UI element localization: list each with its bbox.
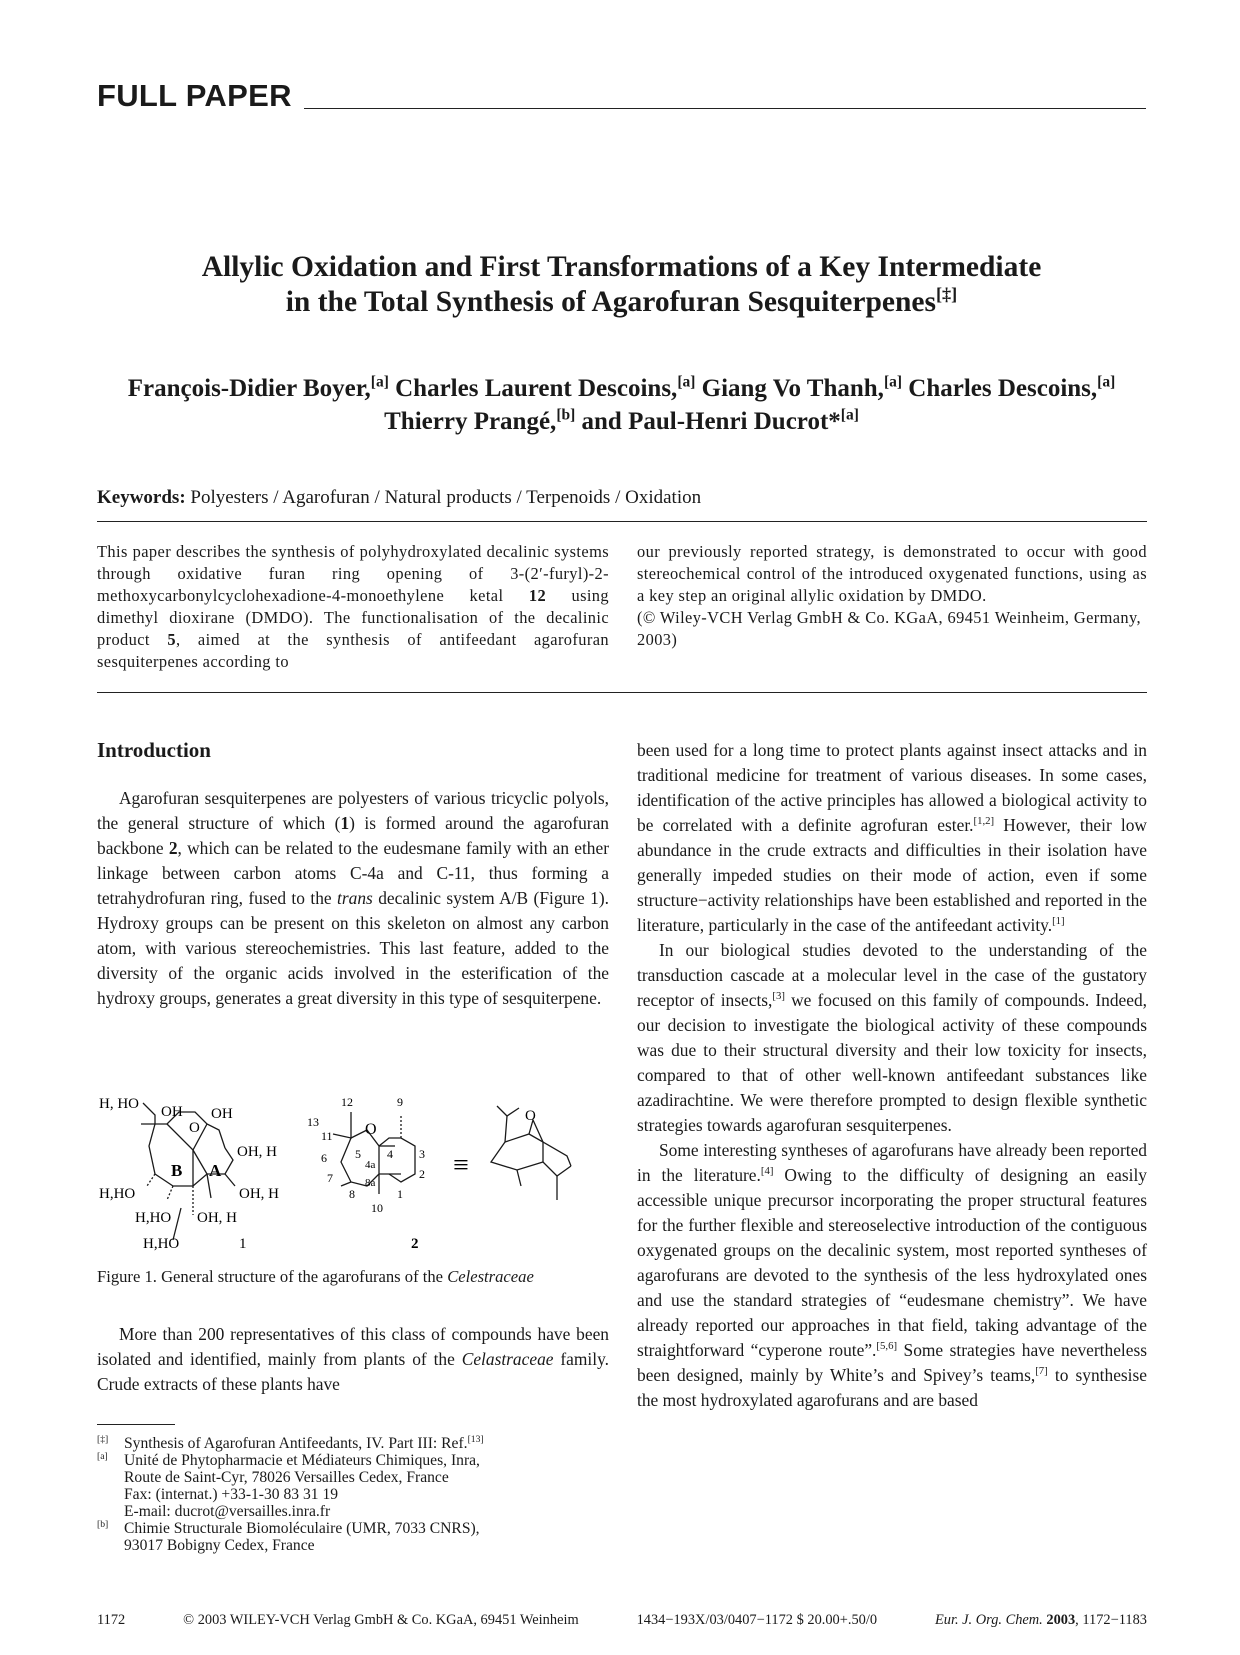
author-name: Thierry Prangé, <box>384 408 557 435</box>
s1-label-hho-bottom-2: H,HO <box>143 1236 180 1252</box>
keywords <box>97 487 701 509</box>
s2-atom-7: 7 <box>327 1171 333 1185</box>
title-line-2: in the Total Synthesis of Agarofuran Sesquiterpenes[‡] <box>285 284 958 318</box>
s1-label-oh-1: OH <box>161 1104 183 1120</box>
author-name: and Paul-Henri Ducrot* <box>581 408 841 435</box>
author-affiliation: [b] <box>556 406 576 424</box>
author-email: E-mail: ducrot@versailles.inra.fr <box>124 1503 331 1520</box>
s1-ring-a: A <box>209 1161 222 1180</box>
footnotes <box>97 1435 597 1554</box>
abstract-top-rule <box>97 521 1147 522</box>
right-paragraph-2: In our biological studies devoted to the understanding of the transduction cascade at a molecular level in the case of the gustatory receptor of insects,[3] we focused on this family of compounds. Indeed, our decision to investigate the biological activity of these compounds was due to their structural diversity and their low toxicity for insects, compared to that of other well-known antifeedant substances like azadirachtine. We were therefore prompted to design flexible synthetic strategies towards agarofuran sesquiterpenes. <box>637 940 1147 1135</box>
abstract-right <box>637 541 1147 651</box>
journal-citation: Eur. J. Org. Chem. 2003, 1172−1183 <box>934 1612 1147 1628</box>
s2-atom-4: 4 <box>387 1147 393 1161</box>
s2-atom-10: 10 <box>371 1201 383 1215</box>
equivalence-symbol: ≡ <box>453 1150 469 1181</box>
intro-paragraph-1: Agarofuran sesquiterpenes are polyesters of various tricyclic polyols, the general structure of which (1) is formed around the agarofuran backbone 2, which can be related to the eudesmane family with an ether linkage between carbon atoms C-4a and C-11, thus forming a tetrahydrofuran ring, fused to the trans decalinic system A/B (Figure 1). Hydroxy groups can be present on this skeleton on almost any carbon atom, with various stereochemistries. This last feature, added to the diversity of the organic acids involved in the esterification of the hydroxy groups, generates a great diversity in this type of sesquiterpene. <box>97 788 609 1008</box>
structure-2-label: 2 <box>411 1236 419 1252</box>
figure-1-caption: Figure 1. General structure of the agarofurans of the Celestraceae <box>97 1267 534 1286</box>
page-footer <box>97 1612 1147 1629</box>
keywords-label: Keywords: <box>97 487 186 508</box>
right-paragraph-3: Some interesting syntheses of agarofurans have already been reported in the literature.[4] Owing to the difficulty of designing an easily accessible unique precursor incorporating the proper structural features for the further flexible and stereoselective introduction of the contiguous oxygenated groups on the decalinic system, most reported syntheses of agarofurans are devoted to the synthesis of the less hydroxylated ones and use the standard strategies of “eudesmane chemistry”. We have already reported our approaches in that field, taking advantage of the straightforward “cyperone route”.[5,6] Some strategies have nevertheless been designed, mainly by White’s and Spivey’s teams,[7] to synthesise the most hydroxylated agarofurans and are based <box>637 1140 1147 1410</box>
title-footnote-mark: [‡] <box>935 284 958 305</box>
abstract-left: This paper describes the synthesis of polyhydroxylated decalinic systems through oxidative furan ring opening of 3-(2′-furyl)-2-methoxycarbonylcyclohexadione-4-monoethylene ketal 12 using dimethyl dioxirane (DMDO). The functionalisation of the decalinic product 5, aimed at the synthesis of antifeedant agarofuran sesquiterpenes according to <box>97 542 609 671</box>
s2-atom-6: 6 <box>321 1151 327 1165</box>
figure-1-structures <box>97 1090 617 1260</box>
right-paragraph-1: been used for a long time to protect plants against insect attacks and in traditional medicine for treatment of various diseases. In some cases, identification of the active principles has allowed a biological activity to be correlated with a definite agrofuran ester.[1,2] However, their low abundance in the crude extracts and difficulties in their isolation have generally impeded studies on their mode of action, even if some structure−activity relationships have been established and reported in the literature, particularly in the case of the antifeedant activity.[1] <box>637 740 1147 935</box>
right-column-text <box>637 738 1147 1413</box>
author-list <box>97 372 1146 438</box>
s2-atom-3: 3 <box>419 1147 425 1161</box>
s2-atom-11: 11 <box>321 1129 333 1143</box>
page-number: 1172 <box>97 1612 126 1628</box>
paper-title <box>97 250 1146 320</box>
structure-1-label: 1 <box>239 1236 247 1252</box>
abstract-copyright: (© Wiley-VCH Verlag GmbH & Co. KGaA, 69451 Weinheim, Germany, 2003) <box>637 608 1142 649</box>
author-line-1 <box>97 372 1146 405</box>
footnote: [‡] Synthesis of Agarofuran Antifeedants, IV. Part III: Ref.[13] <box>97 1433 484 1452</box>
section-heading-introduction: Introduction <box>97 738 211 762</box>
title-line-1: Allylic Oxidation and First Transformations of a Key Intermediate <box>201 251 1042 283</box>
s1-label-ohh-3: OH, H <box>197 1210 237 1226</box>
abstract-right-text: our previously reported strategy, is demonstrated to occur with good stereochemical control of the introduced oxygenated functions, using as a key step an original allylic oxidation by DMDO. <box>637 542 1147 605</box>
author-name: Charles Laurent Descoins, <box>395 375 678 402</box>
section-label: FULL PAPER <box>97 78 292 113</box>
s2-atom-8a: 8a <box>365 1177 376 1189</box>
issn-line: 1434−193X/03/0407−1172 $ 20.00+.50/0 <box>636 1612 878 1628</box>
s2-atom-o: O <box>365 1121 377 1138</box>
s2-atom-12: 12 <box>341 1095 353 1109</box>
s2-atom-4a: 4a <box>365 1159 376 1171</box>
s2-atom-2: 2 <box>419 1167 425 1181</box>
footnote-rule <box>97 1424 175 1425</box>
keywords-text: Polyesters / Agarofuran / Natural products / Terpenoids / Oxidation <box>190 487 702 508</box>
author-name: François-Didier Boyer, <box>127 375 371 402</box>
s1-label-ohh-2: OH, H <box>239 1186 279 1202</box>
author-name: Charles Descoins, <box>908 375 1098 402</box>
s2-atom-5: 5 <box>355 1147 361 1161</box>
header-rule <box>304 108 1146 109</box>
s2-3d-atom-o: O <box>525 1108 536 1124</box>
s1-label-ohh-1: OH, H <box>237 1144 277 1160</box>
intro-paragraph-2: More than 200 representatives of this class of compounds have been isolated and identified, mainly from plants of the Celastraceae family. Crude extracts of these plants have <box>97 1324 609 1394</box>
s2-atom-1: 1 <box>397 1187 403 1201</box>
author-affiliation: [a] <box>370 373 389 391</box>
s1-label-hho-bottom-1: H,HO <box>135 1210 172 1226</box>
abstract-bottom-rule <box>97 692 1147 693</box>
s2-atom-13: 13 <box>307 1115 319 1129</box>
author-line-2 <box>97 405 1146 438</box>
author-name: Giang Vo Thanh, <box>701 375 884 402</box>
author-affiliation: [a] <box>677 373 696 391</box>
s1-label-hho-left: H,HO <box>99 1186 136 1202</box>
footnote: [b] Chimie Structurale Biomoléculaire (UMR, 7033 CNRS), 93017 Bobigny Cedex, France <box>97 1518 480 1554</box>
author-affiliation: [a] <box>883 373 903 391</box>
author-affiliation: [a] <box>1097 373 1116 391</box>
publisher-line: © 2003 WILEY-VCH Verlag GmbH & Co. KGaA, 69451 Weinheim <box>183 1612 579 1628</box>
s2-atom-8: 8 <box>349 1187 355 1201</box>
s1-label-hho-top: H, HO <box>99 1096 139 1112</box>
footnote: [a] Unité de Phytopharmacie et Médiateurs Chimiques, Inra, Route de Saint-Cyr, 78026 Versailles Cedex, France Fax: (internat.) +33-1-30 83 31 19 E-mail: ducrot@versailles.inra.fr <box>97 1450 480 1520</box>
author-affiliation: [a] <box>840 406 859 424</box>
s1-ring-b: B <box>171 1161 183 1180</box>
s2-atom-9: 9 <box>397 1095 403 1109</box>
s1-label-o: O <box>189 1120 200 1136</box>
s1-label-oh-2: OH <box>211 1106 233 1122</box>
